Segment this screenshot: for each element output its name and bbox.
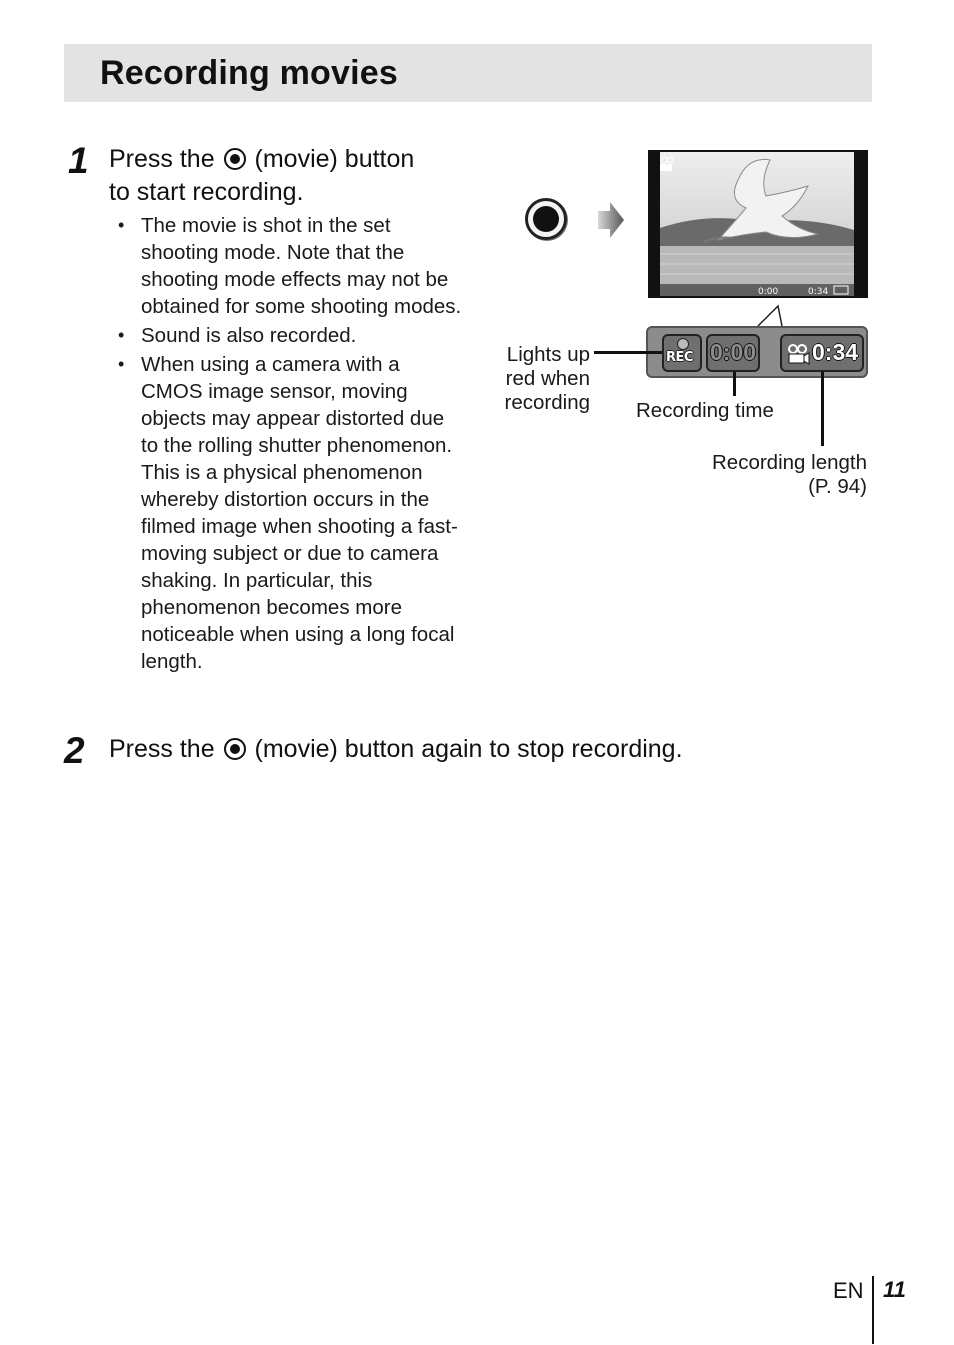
step-2-text (109, 733, 869, 766)
osd-strip (646, 326, 868, 378)
rec-indicator (662, 334, 702, 372)
section-title-bar (64, 44, 872, 102)
step-1-text-before: Press the (109, 145, 215, 173)
recording-time-value: 0:00 (710, 339, 757, 365)
recording-time-display (706, 334, 760, 372)
label-recording-length (660, 451, 867, 499)
movie-button-icon (224, 738, 246, 760)
step-2-text-after: (movie) button again to stop recording. (254, 735, 683, 763)
recording-length-display (780, 334, 864, 372)
label-lights-up-line3: recording (504, 391, 590, 414)
step-1-text (109, 143, 479, 209)
label-recording-length-line2: (P. 94) (808, 475, 867, 498)
step-2-number: 2 (64, 730, 85, 771)
page-title: Recording movies (100, 54, 398, 92)
step-1-number: 1 (68, 140, 89, 181)
label-recording-length-line1: Recording length (712, 451, 867, 474)
label-recording-time: Recording time (636, 399, 774, 422)
label-lights-up-line2: red when (505, 367, 590, 390)
label-lights-up-line1: Lights up (506, 343, 590, 366)
leader-line-rec (594, 351, 662, 354)
bullet-item: • When using a camera with a CMOS image sensor, moving objects may appear distorted due to the rolling shutter phenomenon. This is a physical phenomenon whereby distortion occurs in the filmed image when shooting a fast-moving subject or due to camera shaking. In particular, this phenomenon becomes more noticeable when using a long focal length. (116, 351, 466, 675)
bullet-item: • The movie is shot in the set shooting mode. Note that the shooting mode effects may not be obtained for some shooting modes. (116, 212, 466, 320)
rec-lamp-icon (677, 338, 689, 350)
screen-time: 0:00 (758, 287, 779, 297)
arrow-right-icon (598, 202, 626, 238)
footer-divider (872, 1276, 874, 1344)
movie-button-icon (224, 148, 246, 170)
leader-line-length (821, 372, 824, 446)
step-2-text-before: Press the (109, 735, 215, 763)
rec-text: REC (666, 350, 693, 365)
step-1-text-after: (movie) button (254, 145, 415, 173)
label-lights-up (478, 343, 590, 415)
movie-camera-icon (786, 344, 810, 366)
bullet-item: • Sound is also recorded. (116, 322, 466, 349)
step-1-text-line2: to start recording. (109, 178, 304, 206)
callout-pointer (756, 304, 786, 328)
page-number: 11 (883, 1277, 906, 1302)
recording-length-value: 0:34 (812, 339, 859, 365)
seagull-photo (648, 150, 868, 298)
movie-record-button-icon (525, 198, 567, 240)
leader-line-time (733, 372, 736, 396)
camera-screen (648, 150, 868, 298)
screen-length: 0:34 (808, 287, 829, 297)
step-1-bullets (116, 212, 466, 677)
footer-language: EN (833, 1278, 864, 1303)
